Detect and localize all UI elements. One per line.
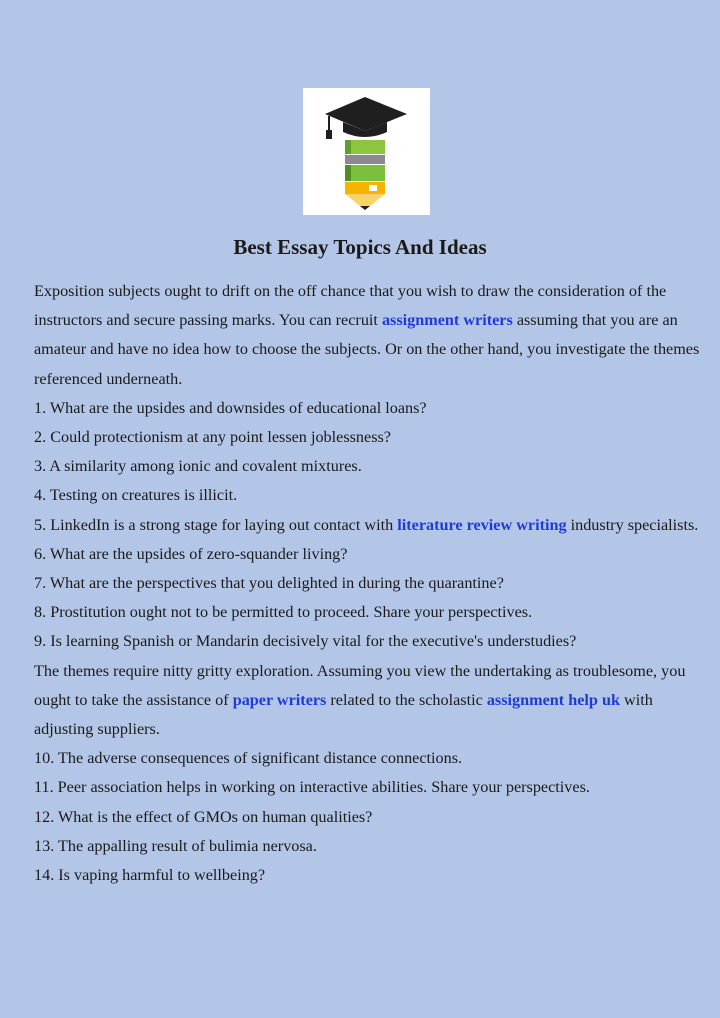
list-item: 10. The adverse consequences of significant distance connections. (34, 749, 463, 768)
list-item: 1. What are the upsides and downsides of educational loans? (34, 398, 427, 417)
list-item: 7. What are the perspectives that you delighted in during the quarantine? (34, 574, 504, 593)
page-title: Best Essay Topics And Ideas (233, 235, 487, 259)
assignment-writers-link[interactable]: assignment writers (381, 311, 513, 330)
middle-paragraph: The themes require nitty gritty exploration. Assuming you view the undertaking as troublesome, you ought to take the assistance of paper writers related to the scholastic assignment help uk with adjusting suppliers. (34, 661, 686, 739)
list-item: 3. A similarity among ionic and covalent mixtures. (34, 457, 362, 476)
list-item: 9. Is learning Spanish or Mandarin decisively vital for the executive's understudies? (34, 632, 577, 651)
list-item: 12. What is the effect of GMOs on human qualities? (34, 807, 373, 826)
logo (303, 88, 430, 215)
assignment-help-uk-link[interactable]: assignment help uk (486, 690, 620, 709)
list-item: 6. What are the upsides of zero-squander living? (34, 544, 348, 563)
list-item: 5. LinkedIn is a strong stage for laying out contact with literature review writing industry specialists. (34, 515, 699, 534)
list-item: 14. Is vaping harmful to wellbeing? (34, 866, 266, 885)
list-item: 8. Prostitution ought not to be permitted to proceed. Share your perspectives. (34, 603, 533, 622)
graduation-cap-pencil-books-icon (303, 88, 430, 215)
paper-writers-link[interactable]: paper writers (232, 690, 327, 709)
literature-review-writing-link[interactable]: literature review writing (397, 515, 567, 534)
article-body (34, 277, 704, 890)
list-item: 4. Testing on creatures is illicit. (34, 486, 238, 505)
intro-paragraph: Exposition subjects ought to drift on the off chance that you wish to draw the consideration of the instructors and secure passing marks. You can recruit assignment writers assuming that you are an amateur and have no idea how to choose the subjects. Or on the other hand, you investigate the themes referenced underneath. (34, 282, 700, 388)
list-item: 11. Peer association helps in working on interactive abilities. Share your perspectives. (34, 778, 590, 797)
list-item: 2. Could protectionism at any point lessen joblessness? (34, 428, 391, 447)
list-item: 13. The appalling result of bulimia nervosa. (34, 836, 317, 855)
